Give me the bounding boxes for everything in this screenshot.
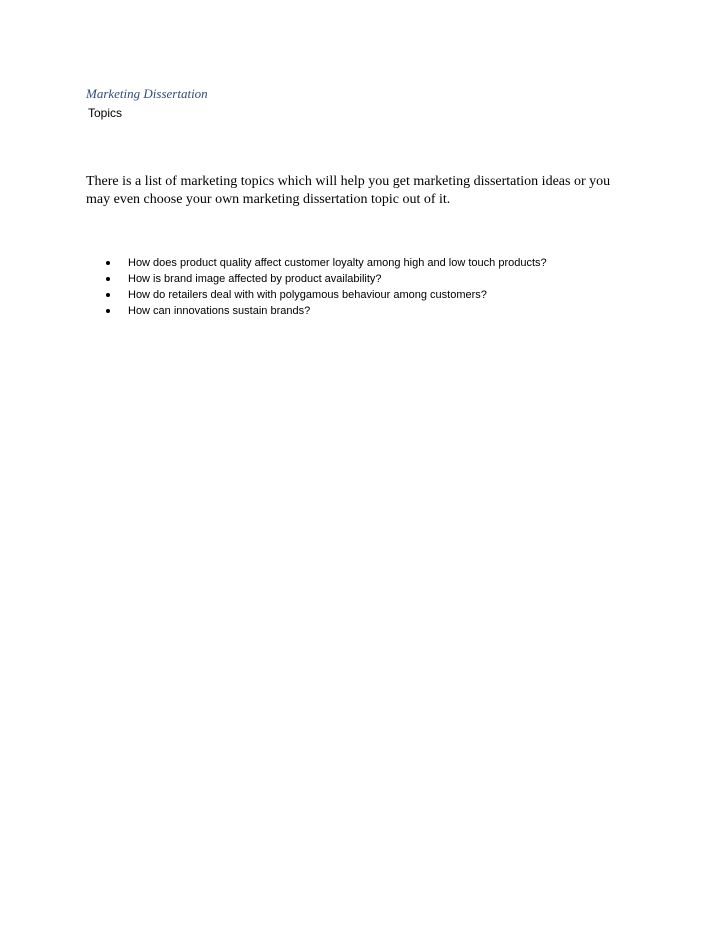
topic-text: How does product quality affect customer loyalty among high and low touch products?	[128, 257, 547, 269]
document-subtitle: Topics	[88, 106, 123, 120]
list-item	[104, 303, 547, 319]
bullet-icon	[106, 293, 110, 297]
bullet-icon	[106, 309, 110, 313]
topic-text: How do retailers deal with with polygamous behaviour among customers?	[128, 289, 487, 301]
bullet-icon	[106, 277, 110, 281]
intro-paragraph	[86, 173, 646, 209]
list-item	[104, 255, 547, 271]
intro-line: There is a list of marketing topics which will help you get marketing dissertation ideas or you	[86, 174, 611, 189]
document-title: Marketing Dissertation	[86, 86, 208, 101]
bullet-icon	[106, 261, 110, 265]
intro-line: may even choose your own marketing dissertation topic out of it.	[86, 192, 451, 207]
list-item	[104, 271, 547, 287]
list-item	[104, 287, 547, 303]
topic-text: How can innovations sustain brands?	[128, 305, 311, 317]
topic-text: How is brand image affected by product availability?	[128, 273, 382, 285]
topic-list	[104, 255, 547, 319]
